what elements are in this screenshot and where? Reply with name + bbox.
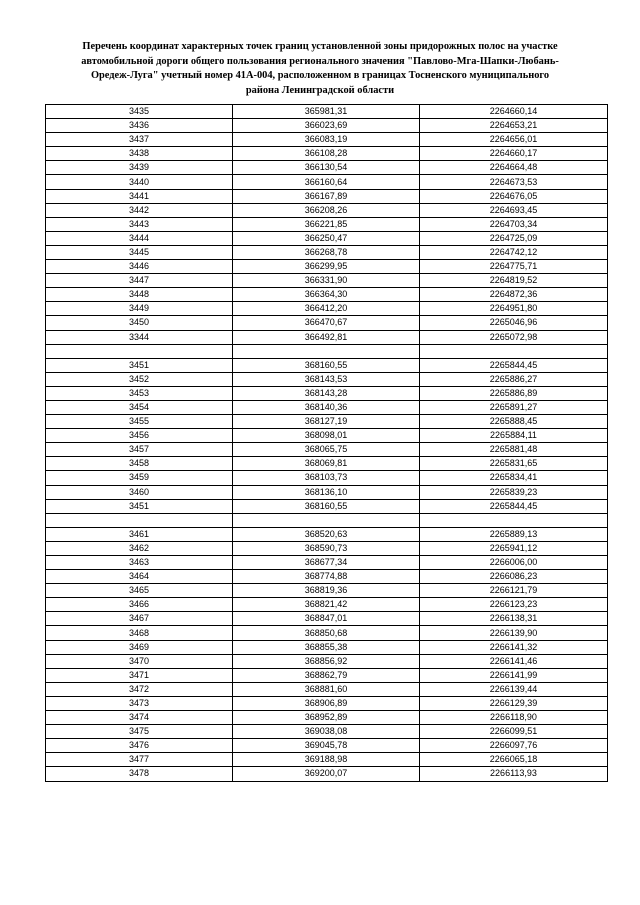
point-number-cell: 3463 xyxy=(46,556,233,570)
table-row xyxy=(46,711,608,725)
point-number-cell xyxy=(46,344,233,358)
x-coordinate-cell: 369200,07 xyxy=(233,767,420,781)
y-coordinate-cell: 2265886,89 xyxy=(420,386,608,400)
point-number-cell: 3466 xyxy=(46,598,233,612)
table-row xyxy=(46,682,608,696)
x-coordinate-cell: 368065,75 xyxy=(233,443,420,457)
y-coordinate-cell: 2265886,27 xyxy=(420,372,608,386)
point-number-cell: 3467 xyxy=(46,612,233,626)
y-coordinate-cell: 2266139,44 xyxy=(420,682,608,696)
y-coordinate-cell: 2266121,79 xyxy=(420,584,608,598)
point-number-cell: 3443 xyxy=(46,217,233,231)
point-number-cell: 3464 xyxy=(46,570,233,584)
y-coordinate-cell: 2264673,53 xyxy=(420,175,608,189)
y-coordinate-cell: 2264664,48 xyxy=(420,161,608,175)
title-line: Оредеж-Луга" учетный номер 41А-004, расположенном в границах Тосненского муниципального xyxy=(90,70,550,81)
x-coordinate-cell: 369188,98 xyxy=(233,753,420,767)
x-coordinate-cell: 366160,64 xyxy=(233,175,420,189)
x-coordinate-cell xyxy=(233,513,420,527)
table-row xyxy=(46,217,608,231)
y-coordinate-cell: 2265888,45 xyxy=(420,415,608,429)
table-row xyxy=(46,626,608,640)
point-number-cell: 3441 xyxy=(46,189,233,203)
point-number-cell: 3455 xyxy=(46,415,233,429)
y-coordinate-cell: 2266141,99 xyxy=(420,668,608,682)
x-coordinate-cell: 368774,88 xyxy=(233,570,420,584)
y-coordinate-cell: 2266118,90 xyxy=(420,711,608,725)
table-row xyxy=(46,274,608,288)
x-coordinate-cell: 368847,01 xyxy=(233,612,420,626)
x-coordinate-cell: 366299,95 xyxy=(233,260,420,274)
y-coordinate-cell: 2265844,45 xyxy=(420,358,608,372)
table-row xyxy=(46,612,608,626)
y-coordinate-cell: 2265881,48 xyxy=(420,443,608,457)
point-number-cell: 3465 xyxy=(46,584,233,598)
y-coordinate-cell: 2264872,36 xyxy=(420,288,608,302)
x-coordinate-cell: 368677,34 xyxy=(233,556,420,570)
table-row xyxy=(46,330,608,344)
table-separator-row xyxy=(46,344,608,358)
point-number-cell: 3460 xyxy=(46,485,233,499)
y-coordinate-cell: 2265834,41 xyxy=(420,471,608,485)
x-coordinate-cell: 366364,30 xyxy=(233,288,420,302)
point-number-cell: 3451 xyxy=(46,358,233,372)
point-number-cell: 3445 xyxy=(46,245,233,259)
table-row xyxy=(46,696,608,710)
point-number-cell: 3475 xyxy=(46,725,233,739)
y-coordinate-cell: 2266129,39 xyxy=(420,696,608,710)
x-coordinate-cell: 366250,47 xyxy=(233,231,420,245)
x-coordinate-cell: 368136,10 xyxy=(233,485,420,499)
table-row xyxy=(46,584,608,598)
x-coordinate-cell: 368952,89 xyxy=(233,711,420,725)
point-number-cell: 3472 xyxy=(46,682,233,696)
title-line: автомобильной дороги общего пользования регионального значения "Павлово-Мга-Шапки-Любань- xyxy=(81,55,559,67)
point-number-cell: 3452 xyxy=(46,372,233,386)
point-number-cell: 3437 xyxy=(46,133,233,147)
table-row xyxy=(46,161,608,175)
point-number-cell: 3344 xyxy=(46,330,233,344)
x-coordinate-cell: 366108,28 xyxy=(233,147,420,161)
y-coordinate-cell: 2266113,93 xyxy=(420,767,608,781)
table-row xyxy=(46,753,608,767)
x-coordinate-cell: 368143,53 xyxy=(233,372,420,386)
y-coordinate-cell: 2266097,76 xyxy=(420,739,608,753)
y-coordinate-cell: 2265072,98 xyxy=(420,330,608,344)
table-row xyxy=(46,105,608,119)
point-number-cell: 3448 xyxy=(46,288,233,302)
point-number-cell: 3459 xyxy=(46,471,233,485)
x-coordinate-cell: 368140,36 xyxy=(233,400,420,414)
y-coordinate-cell: 2264660,17 xyxy=(420,147,608,161)
x-coordinate-cell: 366023,69 xyxy=(233,119,420,133)
table-row xyxy=(46,203,608,217)
table-row xyxy=(46,302,608,316)
y-coordinate-cell: 2265839,23 xyxy=(420,485,608,499)
x-coordinate-cell: 366412,20 xyxy=(233,302,420,316)
x-coordinate-cell: 366083,19 xyxy=(233,133,420,147)
point-number-cell: 3446 xyxy=(46,260,233,274)
y-coordinate-cell: 2264703,34 xyxy=(420,217,608,231)
table-row xyxy=(46,245,608,259)
x-coordinate-cell: 368881,60 xyxy=(233,682,420,696)
y-coordinate-cell xyxy=(420,344,608,358)
table-row xyxy=(46,556,608,570)
x-coordinate-cell: 368856,92 xyxy=(233,654,420,668)
point-number-cell: 3454 xyxy=(46,400,233,414)
document-title xyxy=(40,40,600,98)
y-coordinate-cell: 2265046,96 xyxy=(420,316,608,330)
table-separator-row xyxy=(46,513,608,527)
point-number-cell: 3438 xyxy=(46,147,233,161)
x-coordinate-cell: 368520,63 xyxy=(233,527,420,541)
x-coordinate-cell: 368855,38 xyxy=(233,640,420,654)
point-number-cell: 3458 xyxy=(46,457,233,471)
x-coordinate-cell: 366492,81 xyxy=(233,330,420,344)
y-coordinate-cell: 2265844,45 xyxy=(420,499,608,513)
table-row xyxy=(46,541,608,555)
x-coordinate-cell: 368862,79 xyxy=(233,668,420,682)
point-number-cell: 3477 xyxy=(46,753,233,767)
y-coordinate-cell: 2266141,32 xyxy=(420,640,608,654)
x-coordinate-cell: 366268,78 xyxy=(233,245,420,259)
x-coordinate-cell: 366470,67 xyxy=(233,316,420,330)
x-coordinate-cell: 368143,28 xyxy=(233,386,420,400)
table-row xyxy=(46,119,608,133)
table-row xyxy=(46,457,608,471)
y-coordinate-cell: 2266139,90 xyxy=(420,626,608,640)
table-row xyxy=(46,499,608,513)
coordinates-table xyxy=(45,104,608,782)
point-number-cell: 3435 xyxy=(46,105,233,119)
y-coordinate-cell: 2265941,12 xyxy=(420,541,608,555)
point-number-cell: 3439 xyxy=(46,161,233,175)
x-coordinate-cell: 368906,89 xyxy=(233,696,420,710)
x-coordinate-cell: 368160,55 xyxy=(233,358,420,372)
x-coordinate-cell: 368160,55 xyxy=(233,499,420,513)
point-number-cell: 3474 xyxy=(46,711,233,725)
x-coordinate-cell: 366208,26 xyxy=(233,203,420,217)
point-number-cell: 3436 xyxy=(46,119,233,133)
table-row xyxy=(46,358,608,372)
table-row xyxy=(46,443,608,457)
table-row xyxy=(46,231,608,245)
x-coordinate-cell: 368821,42 xyxy=(233,598,420,612)
table-row xyxy=(46,668,608,682)
y-coordinate-cell: 2266138,31 xyxy=(420,612,608,626)
table-row xyxy=(46,372,608,386)
point-number-cell: 3478 xyxy=(46,767,233,781)
table-row xyxy=(46,429,608,443)
table-row xyxy=(46,415,608,429)
point-number-cell: 3456 xyxy=(46,429,233,443)
y-coordinate-cell: 2264725,09 xyxy=(420,231,608,245)
table-row xyxy=(46,570,608,584)
x-coordinate-cell: 368819,36 xyxy=(233,584,420,598)
table-row xyxy=(46,288,608,302)
table-row xyxy=(46,147,608,161)
point-number-cell: 3453 xyxy=(46,386,233,400)
coordinates-table-body xyxy=(46,105,608,782)
table-row xyxy=(46,725,608,739)
point-number-cell: 3476 xyxy=(46,739,233,753)
point-number-cell: 3469 xyxy=(46,640,233,654)
point-number-cell: 3449 xyxy=(46,302,233,316)
point-number-cell: 3471 xyxy=(46,668,233,682)
y-coordinate-cell: 2264660,14 xyxy=(420,105,608,119)
table-row xyxy=(46,400,608,414)
x-coordinate-cell: 366221,85 xyxy=(233,217,420,231)
point-number-cell: 3470 xyxy=(46,654,233,668)
table-row xyxy=(46,767,608,781)
table-row xyxy=(46,316,608,330)
x-coordinate-cell: 368590,73 xyxy=(233,541,420,555)
table-row xyxy=(46,386,608,400)
y-coordinate-cell: 2264653,21 xyxy=(420,119,608,133)
table-row xyxy=(46,739,608,753)
y-coordinate-cell: 2266006,00 xyxy=(420,556,608,570)
y-coordinate-cell: 2264676,05 xyxy=(420,189,608,203)
table-row xyxy=(46,598,608,612)
table-row xyxy=(46,527,608,541)
x-coordinate-cell: 368069,81 xyxy=(233,457,420,471)
x-coordinate-cell: 369045,78 xyxy=(233,739,420,753)
table-row xyxy=(46,260,608,274)
title-line: района Ленинградской области xyxy=(245,84,395,96)
y-coordinate-cell: 2266141,46 xyxy=(420,654,608,668)
x-coordinate-cell: 369038,08 xyxy=(233,725,420,739)
point-number-cell xyxy=(46,513,233,527)
y-coordinate-cell: 2264693,45 xyxy=(420,203,608,217)
y-coordinate-cell: 2264775,71 xyxy=(420,260,608,274)
y-coordinate-cell: 2264819,52 xyxy=(420,274,608,288)
x-coordinate-cell: 368850,68 xyxy=(233,626,420,640)
point-number-cell: 3440 xyxy=(46,175,233,189)
point-number-cell: 3468 xyxy=(46,626,233,640)
y-coordinate-cell: 2265884,11 xyxy=(420,429,608,443)
y-coordinate-cell: 2264656,01 xyxy=(420,133,608,147)
y-coordinate-cell: 2265891,27 xyxy=(420,400,608,414)
table-row xyxy=(46,133,608,147)
y-coordinate-cell: 2265889,13 xyxy=(420,527,608,541)
point-number-cell: 3444 xyxy=(46,231,233,245)
x-coordinate-cell: 368098,01 xyxy=(233,429,420,443)
y-coordinate-cell: 2264742,12 xyxy=(420,245,608,259)
y-coordinate-cell: 2265831,65 xyxy=(420,457,608,471)
table-row xyxy=(46,654,608,668)
x-coordinate-cell: 366167,89 xyxy=(233,189,420,203)
title-line: Перечень координат характерных точек границ установленной зоны придорожных полос на участке xyxy=(82,41,558,52)
x-coordinate-cell: 366130,54 xyxy=(233,161,420,175)
point-number-cell: 3461 xyxy=(46,527,233,541)
point-number-cell: 3473 xyxy=(46,696,233,710)
point-number-cell: 3450 xyxy=(46,316,233,330)
x-coordinate-cell: 365981,31 xyxy=(233,105,420,119)
x-coordinate-cell: 368103,73 xyxy=(233,471,420,485)
point-number-cell: 3462 xyxy=(46,541,233,555)
table-row xyxy=(46,189,608,203)
table-row xyxy=(46,471,608,485)
x-coordinate-cell: 368127,19 xyxy=(233,415,420,429)
table-row xyxy=(46,175,608,189)
point-number-cell: 3457 xyxy=(46,443,233,457)
y-coordinate-cell: 2266065,18 xyxy=(420,753,608,767)
y-coordinate-cell: 2266123,23 xyxy=(420,598,608,612)
x-coordinate-cell: 366331,90 xyxy=(233,274,420,288)
x-coordinate-cell xyxy=(233,344,420,358)
point-number-cell: 3447 xyxy=(46,274,233,288)
y-coordinate-cell xyxy=(420,513,608,527)
y-coordinate-cell: 2264951,80 xyxy=(420,302,608,316)
table-row xyxy=(46,485,608,499)
y-coordinate-cell: 2266099,51 xyxy=(420,725,608,739)
point-number-cell: 3451 xyxy=(46,499,233,513)
point-number-cell: 3442 xyxy=(46,203,233,217)
table-row xyxy=(46,640,608,654)
y-coordinate-cell: 2266086,23 xyxy=(420,570,608,584)
